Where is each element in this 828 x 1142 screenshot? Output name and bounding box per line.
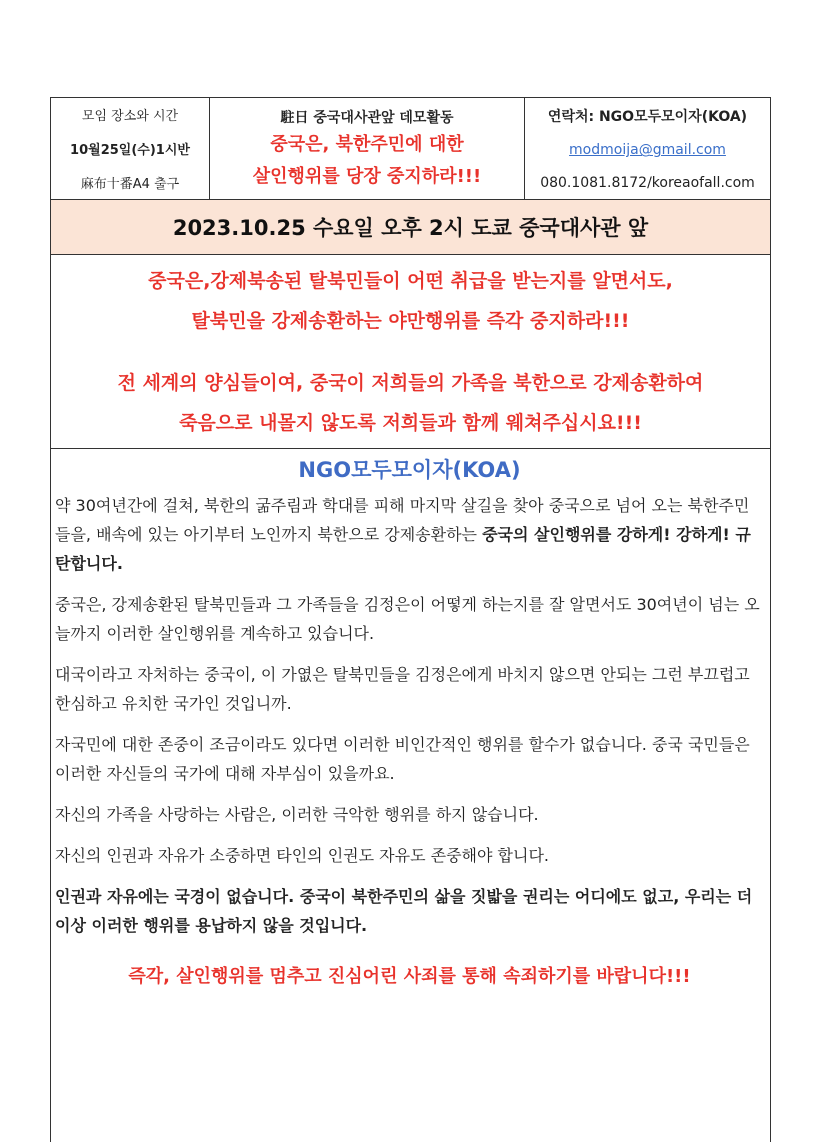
demand-box xyxy=(51,255,770,449)
event-title-cell xyxy=(210,98,525,199)
org-title: NGO모두모이자(KOA) xyxy=(298,458,521,482)
meeting-info-cell xyxy=(51,98,210,199)
header-table xyxy=(51,98,770,200)
final-demand: 즉각, 살인행위를 멈추고 진심어린 사죄를 통해 속죄하기를 바랍니다!!! xyxy=(128,966,691,987)
email-link[interactable]: modmoija@gmail.com xyxy=(569,142,726,159)
demand-line1: 중국은,강제북송된 탈북민들이 어떤 취급을 받는지를 알면서도, xyxy=(148,269,673,292)
contact-label: 연락처: NGO모두모이자(KOA) xyxy=(547,109,748,126)
paragraph-7 xyxy=(55,882,764,940)
date-banner: 2023.10.25 수요일 오후 2시 도쿄 중국대사관 앞 xyxy=(51,200,770,255)
paragraph-5: 자신의 가족을 사랑하는 사람은, 이러한 극악한 행위를 하지 않습니다. xyxy=(55,805,539,824)
place-label: 모임 장소와 시간 xyxy=(81,109,179,125)
contact-cell xyxy=(525,98,770,199)
flyer-document xyxy=(50,97,771,1142)
paragraph-1 xyxy=(55,491,764,578)
paragraph-2: 중국은, 강제송환된 탈북민들과 그 가족들을 김정은이 어떻게 하는지를 잘 알면서도 30여년이 넘는 오늘까지 이러한 살인행위를 계속하고 있습니다. xyxy=(55,595,760,643)
demand-line2: 탈북민을 강제송환하는 야만행위를 즉각 중지하라!!! xyxy=(191,309,630,332)
phone-site: 080.1081.8172/koreaofall.com xyxy=(540,174,755,191)
demand-line3: 전 세계의 양심들이여, 중국이 저희들의 가족을 북한으로 강제송환하여 xyxy=(117,371,704,394)
paragraph-6: 자신의 인권과 자유가 소중하면 타인의 인권도 자유도 존중해야 합니다. xyxy=(55,846,549,865)
event-subtitle: 駐日 중국대사관앞 데모활동 xyxy=(280,109,454,126)
paragraph-1-bold: 중국의 살인행위를 강하게! 강하게! 규탄합니다. xyxy=(55,525,751,573)
demand-line4: 죽음으로 내몰지 않도록 저희들과 함께 웨쳐주십시요!!! xyxy=(179,411,642,434)
statement-body xyxy=(51,449,770,991)
paragraph-7-bold: 인권과 자유에는 국경이 없습니다. 중국이 북한주민의 삶을 짓밟을 권리는 어디에도 없고, 우리는 더 이상 이러한 행위를 용납하지 않을 것입니다. xyxy=(55,887,753,935)
paragraph-3: 대국이라고 자처하는 중국이, 이 가엾은 탈북민들을 김정은에게 바치지 않으면 안되는 그런 부끄럽고 한심하고 유치한 국가인 것입니까. xyxy=(55,665,750,713)
paragraph-4: 자국민에 대한 존중이 조금이라도 있다면 이러한 비인간적인 행위를 할수가 없습니다. 중국 국민들은 이러한 자신들의 국가에 대해 자부심이 있을까요. xyxy=(55,735,750,783)
slogan-line2: 살인행위를 당장 중지하라!!! xyxy=(252,165,482,187)
meeting-exit: 麻布十番A4 출구 xyxy=(80,176,180,192)
paragraph-1-text: 약 30여년간에 걸쳐, 북한의 굶주림과 학대를 피해 마지막 살길을 찾아 중국으로 넘어 오는 북한주민들을, 배속에 있는 아기부터 노인까지 북한으로 강제송환하는 xyxy=(55,496,750,544)
meeting-time: 10월25일(수)1시반 xyxy=(70,142,190,158)
slogan-line1: 중국은, 북한주민에 대한 xyxy=(270,133,464,155)
